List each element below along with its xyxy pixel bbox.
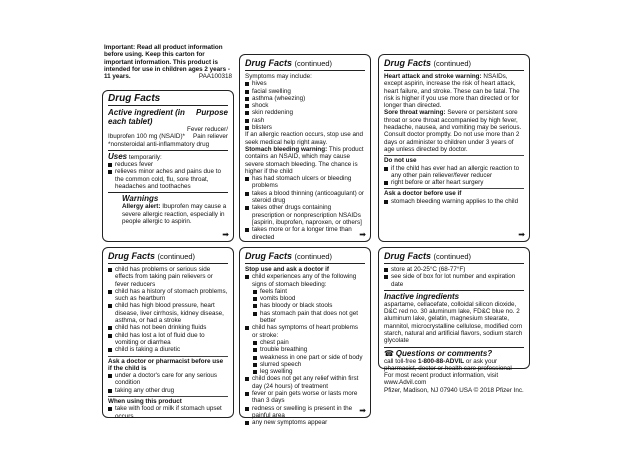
list-item: shock	[245, 102, 310, 109]
list-item: weakness in one part or side of body	[253, 354, 365, 361]
panel-title-text: Drug Facts	[108, 251, 156, 261]
list-item: take with food or milk if stomach upset occurs	[108, 405, 228, 420]
panel-title	[384, 251, 524, 264]
list-item: child has a history of stomach problems, such as heartburn	[108, 288, 228, 303]
panel-title	[245, 58, 365, 71]
list-item: leg swelling	[253, 368, 314, 375]
list-item: reduces fever	[108, 161, 228, 168]
list-item: see side of box for lot number and expiration date	[384, 273, 524, 288]
questions-phone: 1-800-88-ADVIL	[417, 357, 465, 365]
heart-label: Heart attack and stroke warning:	[384, 73, 482, 80]
stop-use-list-a	[245, 273, 365, 288]
heart-signs-list	[245, 339, 365, 375]
stomach-list	[245, 175, 365, 241]
important-text: Important: Read all product information before using. Keep this carton for important information. This product is intended for use in children ages 2 years - 11 years.	[104, 44, 230, 81]
list-item: skin reddening	[245, 109, 310, 116]
stop-use-list-b	[245, 324, 365, 339]
ask-pharmacist-list	[108, 372, 228, 394]
list-item: facial swelling	[245, 88, 310, 95]
ask-pharmacist-header: Ask a doctor or pharmacist before use if the child is	[108, 356, 228, 373]
storage-list	[384, 266, 524, 288]
list-item: trouble breathing	[253, 346, 314, 353]
questions-post: or ask your pharmacist, doctor or health care professional	[384, 357, 512, 373]
heart-text: NSAIDs, except aspirin, increase the risk of heart attack, heart failure, and stroke. These can be fatal. The risk is higher if you use more than directed or for longer than directed.	[384, 73, 520, 110]
drug-facts-panel-4	[102, 247, 234, 418]
continue-arrow-icon: ➡	[359, 405, 366, 415]
when-using-list	[108, 405, 228, 420]
panel-title: Drug Facts	[108, 94, 228, 106]
panel-title-cont: (continued)	[433, 59, 472, 68]
drug-facts-panel-6	[378, 247, 530, 373]
list-item: any new symptoms appear	[245, 419, 365, 426]
stop-use-header: Stop use and ask a doctor if	[245, 266, 329, 273]
inactive-header: Inactive ingredients	[384, 290, 524, 301]
questions-row	[384, 347, 524, 358]
list-item: child has problems or serious side effects from taking pain relievers or fever reducers	[108, 266, 228, 288]
list-item: store at 20-25°C (68-77°F)	[384, 266, 524, 273]
panel-title	[245, 251, 365, 264]
allergy-after: If an allergic reaction occurs, stop use and seek medical help right away.	[245, 131, 363, 146]
when-using-header: When using this product	[108, 396, 228, 405]
active-ingredient-header: Active ingredient (in each tablet)	[108, 108, 185, 126]
list-item: asthma (wheezing)	[245, 95, 310, 102]
do-not-use-list	[384, 165, 524, 187]
continue-arrow-icon: ➡	[518, 229, 525, 239]
product-code: PAA100318	[198, 73, 232, 81]
ingredient-line-2	[108, 133, 228, 140]
list-item: chest pain	[253, 339, 314, 346]
footer-line-2: Pfizer, Madison, NJ 07940 USA © 2018 Pfizer Inc.	[384, 386, 524, 394]
symptoms-list	[245, 80, 365, 131]
list-item: child does not get any relief within first day (24 hours) of treatment	[245, 375, 365, 390]
warnings-header: Warnings	[122, 194, 159, 204]
panel-title-text: Drug Facts	[245, 58, 293, 68]
stop-use-list-c	[245, 375, 365, 426]
list-item: child has not been drinking fluids	[108, 324, 228, 331]
continue-arrow-icon: ➡	[222, 229, 229, 239]
drug-facts-panel-3	[378, 54, 530, 242]
drug-facts-panel-2	[239, 54, 371, 242]
questions-header: Questions or comments?	[395, 348, 493, 358]
list-item: child has lost a lot of fluid due to vomiting or diarrhea	[108, 332, 228, 347]
list-item: feels faint	[253, 288, 314, 295]
panel-title-text: Drug Facts	[384, 251, 432, 261]
list-item: hives	[245, 80, 310, 87]
important-note	[104, 44, 232, 80]
list-item: under a doctor's care for any serious condition	[108, 372, 228, 387]
questions-text	[384, 358, 524, 373]
list-item: child is taking a diuretic	[108, 346, 228, 353]
list-item: child has high blood pressure, heart disease, liver cirrhosis, kidney disease, asthma, or had a stroke	[108, 302, 228, 324]
list-item: has bloody or black stools	[253, 302, 365, 309]
ingredient-name: Ibuprofen 100 mg (NSAID)*	[108, 133, 185, 141]
panel-title	[384, 58, 524, 71]
list-item: child has symptoms of heart problems or stroke:	[245, 324, 365, 339]
list-item: redness or swelling is present in the painful area	[245, 405, 365, 420]
uses-list	[108, 161, 228, 190]
drug-facts-panel-1	[102, 90, 234, 242]
list-item: rash	[245, 117, 310, 124]
purpose-header: Purpose	[195, 108, 228, 117]
bleeding-signs-list	[245, 288, 365, 324]
ask-doctor-header: Ask a doctor before use if	[384, 188, 524, 197]
questions-pre: call toll-free	[384, 357, 418, 365]
list-item: vomits blood	[253, 295, 314, 302]
ingredient-line-1: Fever reducer/	[187, 126, 228, 133]
list-item: has had stomach ulcers or bleeding problems	[245, 175, 365, 190]
list-item: child experiences any of the following signs of stomach bleeding:	[245, 273, 365, 288]
panel-title-cont: (continued)	[433, 252, 472, 261]
list-item: if the child has ever had an allergic reaction to any other pain reliever/fever reducer	[384, 165, 524, 180]
list-item: fever or pain gets worse or lasts more than 3 days	[245, 390, 365, 405]
list-item: has stomach pain that does not get better	[253, 310, 365, 325]
panel-title-cont: (continued)	[157, 252, 196, 261]
list-item: right before or after heart surgery	[384, 179, 524, 186]
uses-header: Uses	[108, 151, 128, 161]
do-not-use-header: Do not use	[384, 155, 524, 164]
inactive-text: aspartame, cellacefate, colloidal silicon dioxide, D&C red no. 30 aluminum lake, FD&C blue no. 2 aluminum lake, gelatin, magnesium stearate, mannitol, microcrystalline cellulose, modified corn starch, natural and artificial flavors, sodium starch glycolate	[384, 300, 523, 345]
uses-intro: temporarily:	[128, 153, 162, 161]
panel-title-text: Drug Facts	[384, 58, 432, 68]
list-item: blisters	[245, 124, 310, 131]
ingredient-purpose: Pain reliever	[193, 133, 228, 141]
list-item: taking any other drug	[108, 387, 228, 394]
list-item: stomach bleeding warning applies to the child	[384, 198, 524, 205]
ask-doctor-list	[108, 266, 228, 354]
panel-title-cont: (continued)	[294, 252, 333, 261]
footer-line-1: For most recent product information, visit www.Advil.com	[384, 372, 499, 387]
panel-title-text: Drug Facts	[245, 251, 293, 261]
list-item: takes other drugs containing prescription or nonprescription NSAIDs [aspirin, ibuprofen, naproxen, or others]	[245, 204, 365, 226]
continue-arrow-icon: ➡	[359, 229, 366, 239]
list-item: slurred speech	[253, 361, 314, 368]
panel-title-cont: (continued)	[294, 59, 333, 68]
allergy-text: Ibuprofen may cause a severe allergic reaction, especially in people allergic to aspirin.	[122, 203, 227, 225]
ingredient-header-row	[108, 108, 228, 126]
sore-throat-label: Sore throat warning:	[384, 109, 446, 117]
ask-doctor-list	[384, 198, 524, 205]
phone-icon: ☎	[384, 348, 394, 358]
panel-title	[108, 251, 228, 264]
stomach-label: Stomach bleeding warning:	[245, 145, 328, 153]
symptoms-intro: Symptoms may include:	[245, 73, 312, 80]
stomach-text: This product contains an NSAID, which may cause severe stomach bleeding. The chance is higher if the child	[245, 145, 364, 175]
list-item: relieves minor aches and pains due to the common cold, flu, sore throat, headaches and toothaches	[108, 168, 228, 190]
list-item: takes more or for a longer time than directed	[245, 226, 365, 241]
list-item: takes a blood thinning (anticoagulant) or steroid drug	[245, 190, 365, 205]
allergy-label: Allergy alert:	[122, 203, 161, 211]
sore-throat-text: Severe or persistent sore throat or sore throat accompanied by high fever, headache, nausea, and vomiting may be serious. Consult doctor promptly. Do not use more than 2 days or administer to children under 3 years of age unless directed by doctor.	[384, 109, 522, 153]
footer	[384, 372, 534, 394]
drug-facts-panel-5	[239, 247, 371, 427]
ingredient-note: *nonsteroidal anti-inflammatory drug	[108, 140, 210, 148]
